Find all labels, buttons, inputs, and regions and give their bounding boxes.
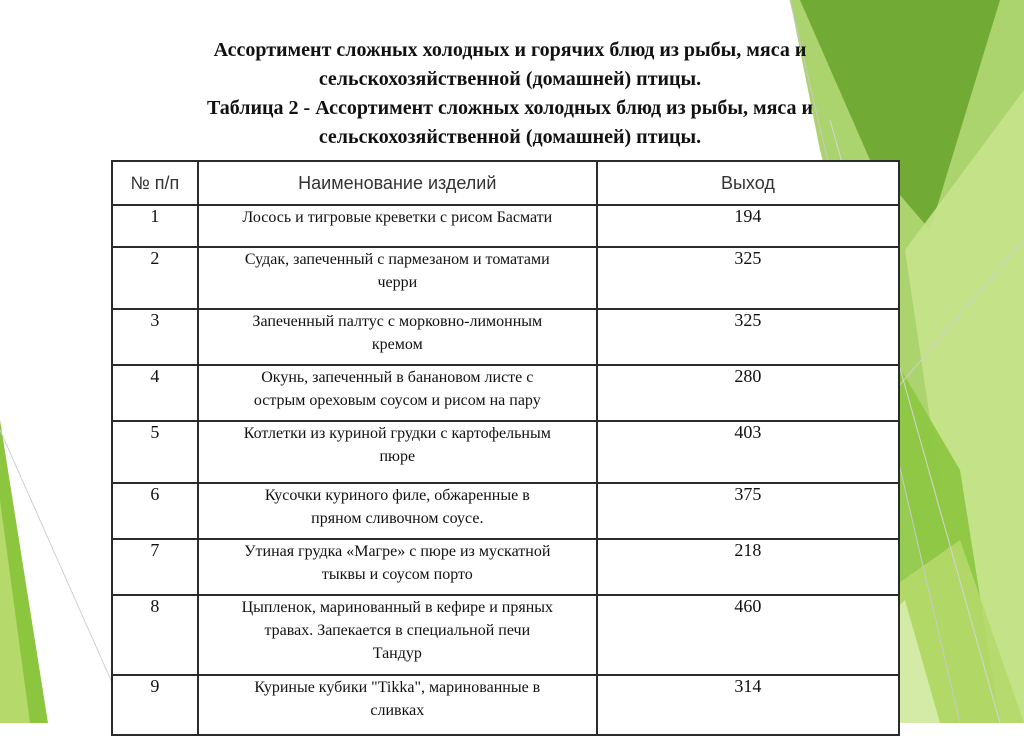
table-row: [112, 483, 899, 539]
header-name: Наименование изделий: [198, 161, 597, 205]
row-name-line: кремом: [371, 336, 423, 353]
table-row: [112, 595, 899, 675]
row-output: 403: [597, 421, 899, 483]
row-name: [198, 483, 597, 539]
header-output: Выход: [597, 161, 899, 205]
row-name: [198, 365, 597, 421]
row-name: [198, 675, 597, 735]
row-name-line: сливках: [370, 702, 425, 719]
row-name-line: Запеченный палтус с морковно-лимонным: [252, 313, 543, 330]
row-name-line: Куриные кубики "Tikka", маринованные в: [254, 679, 541, 696]
row-name: [198, 595, 597, 675]
row-name-line: травах. Запекается в специальной печи: [264, 622, 531, 639]
table-row: [112, 675, 899, 735]
title-line-2: сельскохозяйственной (домашней) птицы.: [318, 68, 702, 90]
row-number: 5: [112, 421, 198, 483]
title-line-4: сельскохозяйственной (домашней) птицы.: [318, 126, 702, 148]
table-header-row: [112, 161, 899, 205]
row-name: [198, 247, 597, 309]
row-number: 6: [112, 483, 198, 539]
row-name-line: Кусочки куриного филе, обжаренные в: [264, 487, 530, 504]
row-name: [198, 421, 597, 483]
table-row: [112, 539, 899, 595]
header-number: № п/п: [112, 161, 198, 205]
table-row: [112, 365, 899, 421]
row-name-line: Тандур: [372, 645, 422, 662]
row-output: 194: [597, 205, 899, 247]
row-output: 325: [597, 309, 899, 365]
row-name: [198, 309, 597, 365]
row-name: [198, 539, 597, 595]
table-row: [112, 421, 899, 483]
row-name-line: Утиная грудка «Магре» с пюре из мускатной: [244, 543, 551, 560]
row-name-line: Лосось и тигровые креветки с рисом Басмати: [242, 209, 553, 226]
table-row: [112, 247, 899, 309]
row-number: 4: [112, 365, 198, 421]
row-name-line: черри: [377, 274, 418, 291]
row-number: 7: [112, 539, 198, 595]
row-name: [198, 205, 597, 247]
title-line-3: Таблица 2 - Ассортимент сложных холодных блюд из рыбы, мяса и: [206, 97, 814, 119]
row-name-line: тыквы и соусом порто: [321, 566, 473, 583]
row-output: 460: [597, 595, 899, 675]
row-output: 325: [597, 247, 899, 309]
row-name-line: пряном сливочном соусе.: [311, 510, 484, 527]
row-name-line: Судак, запеченный с пармезаном и томатами: [244, 251, 550, 268]
title-line-1: Ассортимент сложных холодных и горячих блюд из рыбы, мяса и: [213, 39, 807, 61]
row-number: 8: [112, 595, 198, 675]
assortment-table: [111, 160, 900, 736]
row-name-line: Окунь, запеченный в банановом листе с: [261, 369, 534, 386]
row-number: 3: [112, 309, 198, 365]
row-output: 280: [597, 365, 899, 421]
row-number: 1: [112, 205, 198, 247]
row-name-line: острым ореховым соусом и рисом на пару: [253, 392, 541, 409]
table-row: [112, 205, 899, 247]
row-output: 218: [597, 539, 899, 595]
row-output: 314: [597, 675, 899, 735]
row-output: 375: [597, 483, 899, 539]
row-name-line: Котлетки из куриной грудки с картофельным: [243, 425, 551, 442]
row-name-line: пюре: [379, 448, 416, 465]
row-number: 2: [112, 247, 198, 309]
row-name-line: Цыпленок, маринованный в кефире и пряных: [241, 599, 554, 616]
row-number: 9: [112, 675, 198, 735]
table-row: [112, 309, 899, 365]
slide-title: [120, 36, 900, 152]
